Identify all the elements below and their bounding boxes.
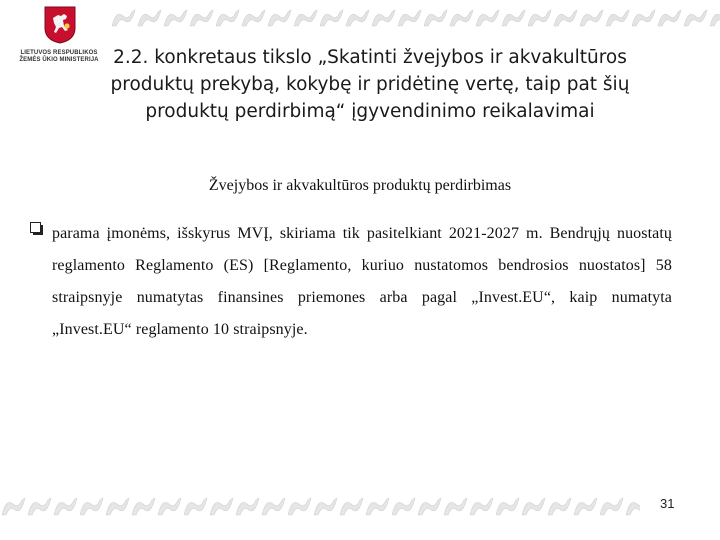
logo-caption-line-1: LIETUVOS RESPUBLIKOS	[20, 50, 98, 56]
logo-caption	[18, 50, 100, 64]
checkbox-square-icon	[30, 222, 43, 235]
ministry-logo	[18, 6, 100, 78]
slide-title: 2.2. konkretaus tikslo „Skatinti žvejybos ir akvakultūros produktų prekybą, kokybę ir pridėtinę vertę, taip pat šių produktų perdirbimą“ įgyvendinimo reikalavimai	[110, 47, 630, 122]
top-ornament-band	[110, 7, 720, 29]
bottom-ornament-band	[0, 494, 640, 518]
section-subtitle: Žvejybos ir akvakultūros produktų perdirbimas	[208, 177, 512, 194]
coat-of-arms-icon	[44, 6, 76, 44]
logo-caption-line-2: ŽEMĖS ŪKIO MINISTERIJA	[19, 57, 99, 63]
page-number: 31	[660, 496, 675, 511]
bullet-item	[30, 218, 672, 346]
bullet-text: parama įmonėms, išskyrus MVĮ, skiriama tik pasitelkiant 2021-2027 m. Bendrųjų nuostatų reglamento Reglamento (ES) [Reglamento, kuriuo nustatomos bendrosios nuostatos] 58 straipsnyje numatytas finansines priemones arba pagal „Invest.EU“, kaip numatyta „Invest.EU“ reglamento 10 straipsnyje.	[52, 225, 672, 338]
